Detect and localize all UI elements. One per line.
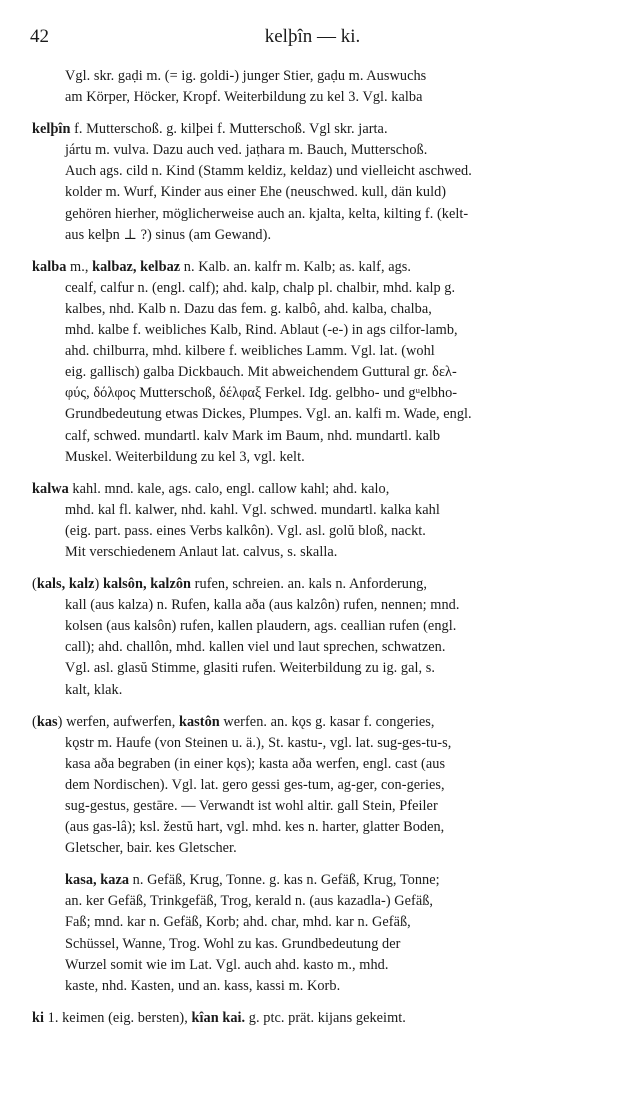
entry-continuation [32, 66, 608, 108]
headword: kals, kalz [36, 576, 95, 593]
headword: kalsôn, kalzôn [102, 576, 192, 593]
entry-line: am Körper, Höcker, Kropf. Weiterbildung zu kel 3. Vgl. kalba [65, 89, 423, 106]
entry-kasa [32, 870, 608, 997]
headword: kalwa [32, 480, 69, 497]
entry-line: kalwa kahl. mnd. kale, ags. calo, engl. callow kahl; ahd. kalo, [32, 480, 390, 497]
entry-line: ki 1. keimen (eig. bersten), kîan kai. g. ptc. prät. kijans gekeimt. [32, 1009, 406, 1026]
entry-line: cealf, calfur n. (engl. calf); ahd. kalp, chalp pl. chalbir, mhd. kalp g. [65, 279, 456, 296]
entry-line: Schüssel, Wanne, Trog. Wohl zu kas. Grundbedeutung der [65, 935, 401, 952]
entry-kals [32, 574, 608, 701]
entry-line: ahd. chilburra, mhd. kilbere f. weibliches Lamm. Vgl. lat. (wohl [65, 343, 435, 360]
entry-line: call); ahd. challôn, mhd. kallen viel und laut sprechen, schwatzen. [65, 639, 446, 656]
entry-line: (kals, kalz) kalsôn, kalzôn rufen, schreien. an. kals n. Anforderung, [32, 576, 428, 593]
headword: ki [32, 1009, 45, 1026]
entry-line: (aus gas-lâ); ksl. žestŭ hart, vgl. mhd. kes n. harter, glatter Boden, [65, 819, 445, 836]
entry-line: dem Nordischen). Vgl. lat. gero gessi ges-tum, ag-ger, con-geries, [65, 776, 445, 793]
entry-kas [32, 712, 608, 860]
entry-kalba [32, 257, 608, 468]
entry-line: an. ker Gefäß, Trinkgefäß, Trog, kerald n. (aus kazadla-) Gefäß, [65, 893, 434, 910]
entry-line: φύς, δόλφος Mutterschoß, δέλφαξ Ferkel. Idg. gelbho- und gᵘelbho- [65, 385, 458, 402]
entry-line: mhd. kal fl. kalwer, nhd. kahl. Vgl. schwed. mundartl. kalka kahl [65, 501, 440, 518]
headword: kastôn [178, 713, 220, 730]
entry-line: kaste, nhd. Kasten, und an. kass, kassi m. Korb. [65, 977, 341, 994]
entry-line: Gletscher, bair. kes Gletscher. [65, 840, 237, 857]
entry-line: jártu m. vulva. Dazu auch ved. jaṭhara m. Bauch, Mutterschoß. [65, 142, 428, 159]
headword: kalba [32, 258, 67, 275]
entry-line: kalt, klak. [65, 681, 123, 698]
dictionary-body [32, 66, 608, 1029]
entry-line: kolder m. Wurf, Kinder aus einer Ehe (neuschwed. kull, dän kuld) [65, 184, 447, 201]
entry-line: calf, schwed. mundartl. kalv Mark im Baum, nhd. mundartl. kalb [65, 427, 441, 444]
headword: kelþîn [32, 121, 71, 138]
entry-line: kolsen (aus kalsôn) rufen, kallen plaudern, ags. ceallian rufen (engl. [65, 618, 457, 635]
entry-kelpin [32, 119, 608, 246]
entry-line: sug-gestus, gestāre. — Verwandt ist wohl altir. gall Stein, Pfeiler [65, 798, 438, 814]
entry-line: Muskel. Weiterbildung zu kel 3, vgl. kelt. [65, 448, 305, 465]
entry-line: Faß; mnd. kar n. Gefäß, Korb; ahd. char, mhd. kar n. Gefäß, [65, 914, 411, 931]
entry-line: kalbes, nhd. Kalb n. Dazu das fem. g. kalbô, ahd. kalba, chalba, [65, 300, 432, 317]
entry-line: Mit verschiedenem Anlaut lat. calvus, s. skalla. [65, 543, 338, 560]
entry-line: mhd. kalbe f. weibliches Kalb, Rind. Ablaut (-e-) in ags cilfor-lamb, [65, 322, 458, 339]
running-head: kelþîn — ki. [264, 26, 361, 47]
entry-line: Grundbedeutung etwas Dickes, Plumpes. Vgl. an. kalfi m. Wade, engl. [65, 406, 472, 423]
entry-line: (eig. part. pass. eines Verbs kalkôn). Vgl. asl. golŭ bloß, nackt. [65, 522, 426, 539]
headword: kalbaz, kelbaz [92, 258, 181, 275]
entry-line: Vgl. skr. gaḍi m. (= ig. goldi-) junger Stier, gaḍu m. Auswuchs [65, 68, 427, 84]
entry-line: kasa, kaza n. Gefäß, Krug, Tonne. g. kas n. Gefäß, Krug, Tonne; [65, 872, 440, 889]
headword: kas [36, 713, 58, 730]
entry-ki [32, 1008, 608, 1029]
entry-line: kǫstr m. Haufe (von Steinen u. ä.), St. kastu-, vgl. lat. sug-ges-tu-s, [65, 734, 452, 751]
entry-line: Auch ags. cild n. Kind (Stamm keldiz, keldaz) und vielleicht aschwed. [65, 163, 472, 180]
page-header [0, 18, 625, 48]
page-number: 42 [30, 26, 49, 47]
headword: kîan kai. [191, 1009, 246, 1026]
entry-line: kall (aus kalza) n. Rufen, kalla aða (aus kalzôn) rufen, nennen; mnd. [65, 597, 460, 614]
entry-line: eig. gallisch) galba Dickbauch. Mit abweichendem Guttural gr. δελ- [65, 364, 457, 381]
entry-line: aus kelþn ⊥ ?) sinus (am Gewand). [65, 226, 272, 243]
entry-kalwa [32, 479, 608, 563]
entry-line: (kas) werfen, aufwerfen, kastôn werfen. an. kǫs g. kasar f. congeries, [32, 713, 435, 730]
entry-line: Vgl. asl. glasŭ Stimme, glasiti rufen. Weiterbildung zu ig. gal, s. [65, 660, 436, 677]
entry-line: Wurzel somit wie im Lat. Vgl. auch ahd. kasto m., mhd. [65, 956, 389, 973]
entry-line: kalba m., kalbaz, kelbaz n. Kalb. an. kalfr m. Kalb; as. kalf, ags. [32, 258, 412, 275]
headword: kasa, kaza [65, 872, 130, 889]
entry-line: gehören hierher, möglicherweise auch an. kjalta, kelta, kilting f. (kelt- [65, 205, 469, 222]
entry-line: kasa aða begraben (in einer kǫs); kasta aða werfen, engl. cast (aus [65, 755, 446, 772]
entry-line: kelþîn f. Mutterschoß. g. kilþei f. Mutterschoß. Vgl skr. jarta. [32, 121, 388, 138]
